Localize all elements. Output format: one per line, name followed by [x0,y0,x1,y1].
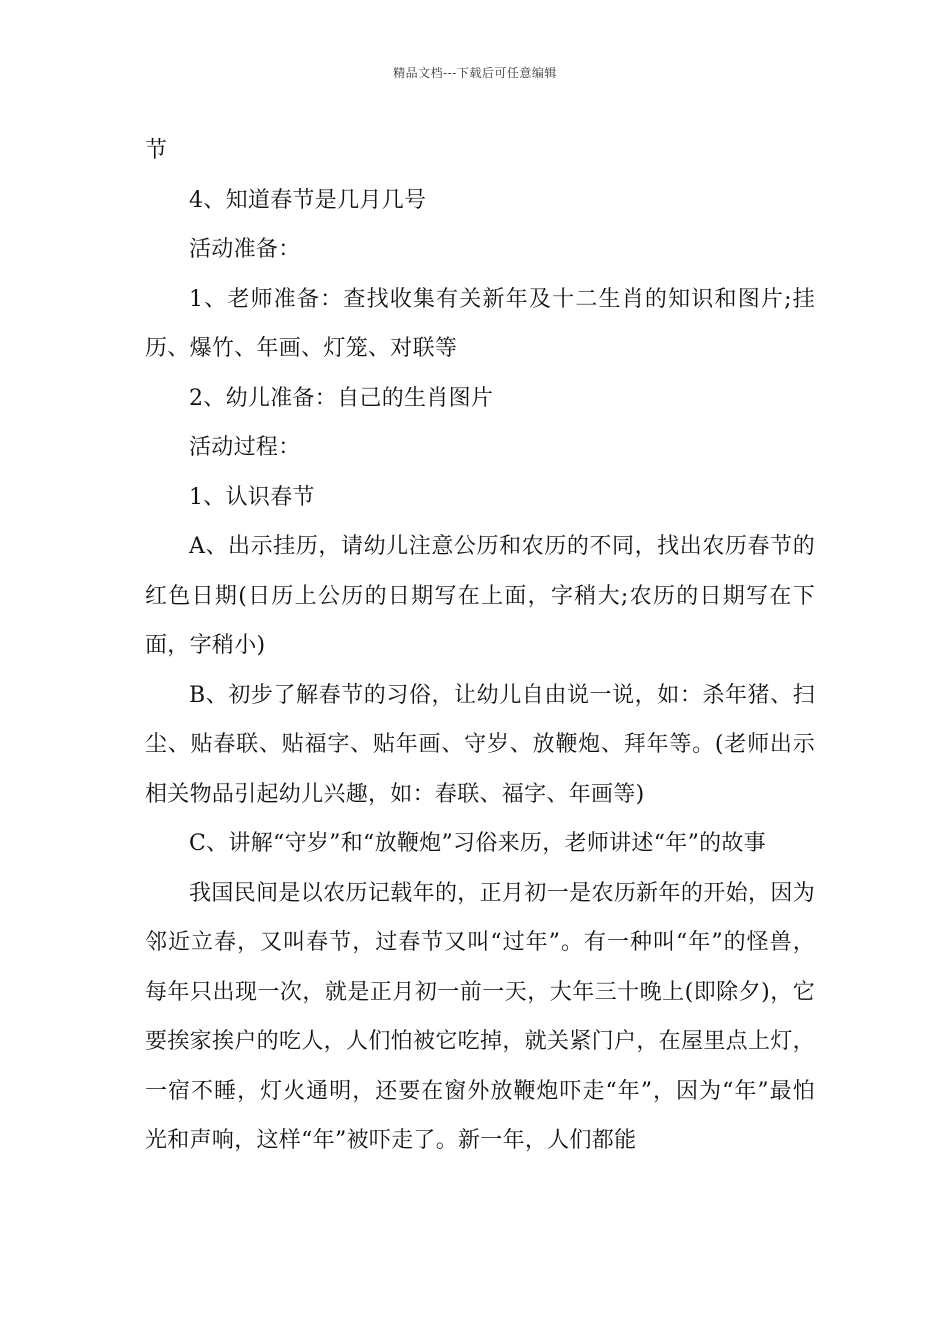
paragraph-9: B、初步了解春节的习俗，让幼儿自由说一说，如：杀年猪、扫尘、贴春联、贴福字、贴年画、守岁、放鞭炮、拜年等。(老师出示相关物品引起幼儿兴趣，如：春联、福字、年画等) [145,682,815,807]
paragraph-4: 1、老师准备：查找收集有关新年及十二生肖的知识和图片;挂历、爆竹、年画、灯笼、对联等 [145,286,815,361]
paragraph-6: 活动过程： [189,435,301,460]
paragraph-2: 4、知道春节是几月几号 [189,187,427,213]
paragraph-11: 我国民间是以农历记载年的，正月初一是农历新年的开始，因为邻近立春，又叫春节，过春节又叫“过年”。有一种叫“年”的怪兽，每年只出现一次，就是正月初一前一天，大年三十晚上(即除夕)，它要挨家挨户的吃人，人们怕被它吃掉，就关紧门户，在屋里点上灯，一宿不睡，灯火通明，还要在窗外放鞭炮吓走“年”，因为“年”最怕光和声响，这样“年”被吓走了。新一年，人们都能 [145,880,815,1153]
paragraph-1: 节 [145,138,168,163]
paragraph-5: 2、幼儿准备：自己的生肖图片 [189,385,494,411]
document-body [145,126,815,1166]
paragraph-10: C、讲解“守岁”和“放鞭炮”习俗来历，老师讲述“年”的故事 [189,831,767,856]
page-header: 精品文档---下载后可任意编辑 [393,66,557,80]
paragraph-7: 1、认识春节 [189,484,315,510]
paragraph-3: 活动准备： [189,237,301,262]
paragraph-8: A、出示挂历，请幼儿注意公历和农历的不同，找出农历春节的红色日期(日历上公历的日期写在上面，字稍大;农历的日期写在下面，字稍小) [145,534,815,658]
